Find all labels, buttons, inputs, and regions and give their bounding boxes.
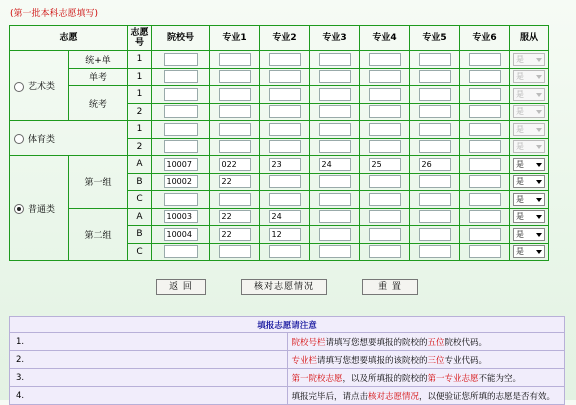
major-cell — [210, 138, 260, 156]
major-4-input[interactable] — [369, 88, 401, 101]
major-cell — [210, 156, 260, 174]
major-cell — [260, 138, 310, 156]
fucong-cell — [510, 138, 549, 156]
major-4-input[interactable]: 25 — [369, 158, 401, 171]
major-1-input[interactable] — [219, 88, 251, 101]
major-cell — [260, 68, 310, 86]
category-label: 体育类 — [28, 134, 56, 145]
major-cell — [260, 121, 310, 139]
reset-button[interactable]: 重 置 — [362, 279, 418, 295]
major-cell — [310, 243, 360, 261]
major-cell — [410, 191, 460, 209]
major-4-input[interactable] — [369, 193, 401, 206]
major-3-input[interactable]: 24 — [319, 158, 351, 171]
major-cell — [410, 226, 460, 244]
fucong-select[interactable] — [513, 53, 545, 66]
major-cell — [460, 173, 510, 191]
major-cell — [310, 173, 360, 191]
school-code-cell — [152, 68, 210, 86]
major-cell — [410, 138, 460, 156]
major-6-input[interactable] — [469, 175, 501, 188]
major-5-input[interactable]: 26 — [419, 158, 451, 171]
major-cell — [210, 68, 260, 86]
major-cell — [260, 51, 310, 69]
major-5-input[interactable] — [419, 88, 451, 101]
major-5-input[interactable] — [419, 193, 451, 206]
major-2-input[interactable] — [269, 193, 301, 206]
fucong-value: 是 — [516, 107, 524, 117]
major-cell — [360, 226, 410, 244]
major-6-input[interactable] — [469, 228, 501, 241]
major-2-input[interactable] — [269, 245, 301, 258]
major-cell — [460, 121, 510, 139]
school-code-cell — [152, 191, 210, 209]
fucong-value: 是 — [516, 212, 524, 222]
major-cell — [360, 51, 410, 69]
fucong-select[interactable] — [513, 70, 545, 83]
header-zhiyuan: 志愿 — [10, 26, 128, 51]
fucong-value: 是 — [516, 247, 524, 257]
major-cell — [410, 86, 460, 104]
major-5-input[interactable] — [419, 123, 451, 136]
major-cell — [260, 226, 310, 244]
fucong-value: 是 — [516, 89, 524, 99]
fucong-select[interactable] — [513, 210, 545, 223]
major-1-input[interactable] — [219, 123, 251, 136]
major-cell — [360, 173, 410, 191]
major-1-input[interactable] — [219, 245, 251, 258]
note-text — [287, 387, 565, 405]
header-major-5: 专业5 — [410, 26, 460, 51]
major-3-input[interactable] — [319, 140, 351, 153]
major-6-input[interactable] — [469, 140, 501, 153]
volunteer-number: 1 — [128, 121, 152, 139]
category-art[interactable] — [10, 51, 69, 121]
major-4-input[interactable] — [369, 70, 401, 83]
note-number: 1. — [10, 333, 288, 351]
note-row — [10, 333, 565, 351]
fucong-cell — [510, 86, 549, 104]
major-cell — [210, 51, 260, 69]
fucong-cell — [510, 68, 549, 86]
fucong-value: 是 — [516, 177, 524, 187]
header-zhiyuanhao: 志愿号 — [128, 26, 152, 51]
major-1-input[interactable] — [219, 193, 251, 206]
fucong-cell — [510, 156, 549, 174]
chevron-down-icon — [536, 145, 542, 149]
note-row — [10, 351, 565, 369]
major-cell — [310, 191, 360, 209]
major-2-input[interactable] — [269, 175, 301, 188]
note-text — [287, 369, 565, 387]
major-cell — [310, 138, 360, 156]
fucong-value: 是 — [516, 54, 524, 64]
major-5-input[interactable] — [419, 53, 451, 66]
volunteer-number: C — [128, 243, 152, 261]
header-major-6: 专业6 — [460, 26, 510, 51]
major-2-input[interactable] — [269, 105, 301, 118]
major-3-input[interactable] — [319, 175, 351, 188]
fucong-value: 是 — [516, 124, 524, 134]
volunteer-number: 1 — [128, 86, 152, 104]
major-1-input[interactable]: 22 — [219, 210, 251, 223]
category-label: 普通类 — [28, 204, 56, 215]
major-3-input[interactable] — [319, 193, 351, 206]
volunteer-number: 2 — [128, 103, 152, 121]
notes-table — [9, 316, 565, 405]
note-highlight: 第一专业志愿 — [427, 373, 479, 384]
major-1-input[interactable] — [219, 140, 251, 153]
major-cell — [410, 156, 460, 174]
major-6-input[interactable] — [469, 193, 501, 206]
major-3-input[interactable] — [319, 53, 351, 66]
major-cell — [210, 243, 260, 261]
note-row — [10, 387, 565, 405]
note-segment: 请填写您想要填报的院校的 — [325, 337, 428, 348]
major-cell — [460, 243, 510, 261]
major-4-input[interactable] — [369, 53, 401, 66]
major-1-input[interactable] — [219, 105, 251, 118]
note-segment: 填报完毕后，请点击 — [291, 391, 369, 402]
major-1-input[interactable]: 22 — [219, 228, 251, 241]
header-major-4: 专业4 — [360, 26, 410, 51]
volunteer-row — [10, 68, 549, 86]
note-segment: ，以及所填报的院校的 — [342, 373, 428, 384]
fucong-cell — [510, 103, 549, 121]
fucong-select[interactable] — [513, 88, 545, 101]
check-volunteer-button[interactable]: 核对志愿情况 — [241, 279, 327, 295]
school-code-input[interactable]: 10003 — [164, 210, 198, 223]
chevron-down-icon — [536, 93, 542, 97]
category-sport[interactable] — [10, 121, 128, 156]
volunteer-number: B — [128, 173, 152, 191]
chevron-down-icon — [536, 250, 542, 254]
school-code-input[interactable] — [164, 88, 198, 101]
volunteer-number: 1 — [128, 51, 152, 69]
note-row — [10, 369, 565, 387]
major-2-input[interactable]: 23 — [269, 158, 301, 171]
fucong-value: 是 — [516, 142, 524, 152]
fucong-value: 是 — [516, 229, 524, 239]
major-4-input[interactable] — [369, 175, 401, 188]
major-5-input[interactable] — [419, 175, 451, 188]
major-2-input[interactable]: 12 — [269, 228, 301, 241]
major-6-input[interactable] — [469, 53, 501, 66]
major-cell — [410, 243, 460, 261]
school-code-cell — [152, 226, 210, 244]
major-cell — [310, 156, 360, 174]
major-1-input[interactable] — [219, 53, 251, 66]
major-1-input[interactable]: 022 — [219, 158, 251, 171]
chevron-down-icon — [536, 215, 542, 219]
note-highlight: 三位 — [427, 355, 445, 366]
fucong-select[interactable] — [513, 140, 545, 153]
volunteer-row — [10, 121, 549, 139]
note-highlight: 院校号栏 — [291, 337, 326, 348]
school-code-cell — [152, 243, 210, 261]
major-cell — [260, 191, 310, 209]
chevron-down-icon — [536, 128, 542, 132]
major-5-input[interactable] — [419, 228, 451, 241]
major-cell — [410, 208, 460, 226]
note-highlight: 专业栏 — [291, 355, 318, 366]
major-cell — [210, 173, 260, 191]
major-cell — [310, 208, 360, 226]
chevron-down-icon — [536, 233, 542, 237]
subgroup-group1: 第一组 — [69, 156, 128, 209]
note-number: 3. — [10, 369, 288, 387]
major-1-input[interactable]: 22 — [219, 175, 251, 188]
major-3-input[interactable] — [319, 228, 351, 241]
volunteer-form-table — [9, 25, 549, 261]
major-2-input[interactable]: 24 — [269, 210, 301, 223]
note-highlight: 五位 — [427, 337, 445, 348]
school-code-input[interactable]: 10007 — [164, 158, 198, 171]
school-code-input[interactable] — [164, 123, 198, 136]
subgroup-tongkao: 统考 — [69, 86, 128, 121]
major-6-input[interactable] — [469, 158, 501, 171]
note-segment: 院校代码。 — [444, 337, 488, 348]
fucong-value: 是 — [516, 72, 524, 82]
major-cell — [460, 226, 510, 244]
major-1-input[interactable] — [219, 70, 251, 83]
note-number: 2. — [10, 351, 288, 369]
major-cell — [460, 156, 510, 174]
major-3-input[interactable] — [319, 88, 351, 101]
major-cell — [460, 103, 510, 121]
volunteer-number: 1 — [128, 68, 152, 86]
major-2-input[interactable] — [269, 53, 301, 66]
volunteer-number: 2 — [128, 138, 152, 156]
fucong-cell — [510, 208, 549, 226]
fucong-cell — [510, 173, 549, 191]
school-code-cell — [152, 173, 210, 191]
major-cell — [410, 173, 460, 191]
school-code-input[interactable] — [164, 105, 198, 118]
volunteer-row — [10, 86, 549, 104]
chevron-down-icon — [536, 58, 542, 62]
note-text — [287, 333, 565, 351]
school-code-cell — [152, 138, 210, 156]
school-code-input[interactable]: 10004 — [164, 228, 198, 241]
major-cell — [310, 103, 360, 121]
note-number: 4. — [10, 387, 288, 405]
note-highlight: 核对志愿情况 — [368, 391, 420, 402]
major-cell — [460, 51, 510, 69]
volunteer-row — [10, 51, 549, 69]
fucong-cell — [510, 191, 549, 209]
category-label: 艺术类 — [28, 82, 56, 92]
major-cell — [460, 208, 510, 226]
fucong-select[interactable] — [513, 228, 545, 241]
fucong-select[interactable] — [513, 158, 545, 171]
school-code-cell — [152, 103, 210, 121]
major-cell — [260, 103, 310, 121]
fucong-value: 是 — [516, 159, 524, 169]
subgroup-dankao: 单考 — [69, 68, 128, 86]
major-cell — [460, 191, 510, 209]
school-code-input[interactable]: 10002 — [164, 175, 198, 188]
major-cell — [360, 208, 410, 226]
major-4-input[interactable] — [369, 105, 401, 118]
major-6-input[interactable] — [469, 105, 501, 118]
fucong-cell — [510, 121, 549, 139]
school-code-input[interactable] — [164, 193, 198, 206]
major-2-input[interactable] — [269, 70, 301, 83]
major-cell — [260, 86, 310, 104]
notes-header: 填报志愿请注意 — [10, 317, 565, 333]
major-cell — [310, 121, 360, 139]
school-code-input[interactable] — [164, 53, 198, 66]
major-cell — [460, 68, 510, 86]
fucong-cell — [510, 226, 549, 244]
major-cell — [260, 173, 310, 191]
major-4-input[interactable] — [369, 228, 401, 241]
major-cell — [360, 156, 410, 174]
major-3-input[interactable] — [319, 105, 351, 118]
school-code-cell — [152, 86, 210, 104]
school-code-cell — [152, 51, 210, 69]
major-6-input[interactable] — [469, 88, 501, 101]
major-cell — [210, 86, 260, 104]
major-cell — [210, 191, 260, 209]
chevron-down-icon — [536, 198, 542, 202]
chevron-down-icon — [536, 75, 542, 79]
major-cell — [260, 156, 310, 174]
major-4-input[interactable] — [369, 140, 401, 153]
volunteer-number: B — [128, 226, 152, 244]
major-cell — [360, 86, 410, 104]
major-cell — [360, 243, 410, 261]
school-code-cell — [152, 121, 210, 139]
fucong-select[interactable] — [513, 105, 545, 118]
major-cell — [210, 208, 260, 226]
note-highlight: 第一院校志愿 — [291, 373, 343, 384]
major-5-input[interactable] — [419, 70, 451, 83]
major-cell — [360, 138, 410, 156]
header-school-code: 院校号 — [152, 26, 210, 51]
chevron-down-icon — [536, 110, 542, 114]
major-cell — [360, 68, 410, 86]
category-general[interactable] — [10, 156, 69, 261]
school-code-input[interactable] — [164, 70, 198, 83]
major-cell — [460, 138, 510, 156]
header-fucong: 服从 — [510, 26, 549, 51]
major-2-input[interactable] — [269, 140, 301, 153]
volunteer-number: C — [128, 191, 152, 209]
volunteer-number: A — [128, 156, 152, 174]
subgroup-tongdan: 统+单 — [69, 51, 128, 69]
major-4-input[interactable] — [369, 245, 401, 258]
school-code-input[interactable] — [164, 140, 198, 153]
subgroup-group2: 第二组 — [69, 208, 128, 261]
page-title: (第一批本科志愿填写) — [10, 9, 99, 19]
school-code-cell — [152, 208, 210, 226]
major-2-input[interactable] — [269, 123, 301, 136]
major-cell — [410, 51, 460, 69]
major-cell — [360, 103, 410, 121]
major-5-input[interactable] — [419, 210, 451, 223]
major-5-input[interactable] — [419, 245, 451, 258]
major-cell — [260, 243, 310, 261]
chevron-down-icon — [536, 163, 542, 167]
major-cell — [210, 103, 260, 121]
major-cell — [260, 208, 310, 226]
note-segment: 请填写您想要填报的该院校的 — [317, 355, 428, 366]
fucong-cell — [510, 51, 549, 69]
fucong-value: 是 — [516, 194, 524, 204]
school-code-cell — [152, 156, 210, 174]
major-5-input[interactable] — [419, 105, 451, 118]
major-cell — [360, 121, 410, 139]
major-cell — [460, 86, 510, 104]
major-4-input[interactable] — [369, 123, 401, 136]
note-segment: ，以便验证您所填的志愿是否有效。 — [419, 391, 556, 402]
major-cell — [410, 68, 460, 86]
major-cell — [310, 51, 360, 69]
fucong-select[interactable] — [513, 123, 545, 136]
major-5-input[interactable] — [419, 140, 451, 153]
major-3-input[interactable] — [319, 123, 351, 136]
major-3-input[interactable] — [319, 245, 351, 258]
fucong-select[interactable] — [513, 245, 545, 258]
major-cell — [310, 226, 360, 244]
major-3-input[interactable] — [319, 210, 351, 223]
major-cell — [210, 121, 260, 139]
category-radio[interactable] — [14, 204, 24, 214]
major-cell — [360, 191, 410, 209]
major-6-input[interactable] — [469, 210, 501, 223]
major-6-input[interactable] — [469, 123, 501, 136]
fucong-select[interactable] — [513, 193, 545, 206]
major-6-input[interactable] — [469, 70, 501, 83]
chevron-down-icon — [536, 180, 542, 184]
major-cell — [310, 86, 360, 104]
major-2-input[interactable] — [269, 88, 301, 101]
major-6-input[interactable] — [469, 245, 501, 258]
header-major-2: 专业2 — [260, 26, 310, 51]
fucong-cell — [510, 243, 549, 261]
note-text — [287, 351, 565, 369]
note-segment: 专业代码。 — [444, 355, 488, 366]
school-code-input[interactable] — [164, 245, 198, 258]
major-3-input[interactable] — [319, 70, 351, 83]
fucong-select[interactable] — [513, 175, 545, 188]
major-cell — [210, 226, 260, 244]
header-major-1: 专业1 — [210, 26, 260, 51]
volunteer-row — [10, 156, 549, 174]
category-radio[interactable] — [14, 134, 24, 144]
major-cell — [310, 68, 360, 86]
volunteer-row — [10, 208, 549, 226]
category-radio[interactable] — [14, 82, 24, 92]
note-segment: 不能为空。 — [478, 373, 522, 384]
major-cell — [410, 103, 460, 121]
major-cell — [410, 121, 460, 139]
volunteer-number: A — [128, 208, 152, 226]
header-major-3: 专业3 — [310, 26, 360, 51]
back-button[interactable]: 返 回 — [156, 279, 206, 295]
major-4-input[interactable] — [369, 210, 401, 223]
